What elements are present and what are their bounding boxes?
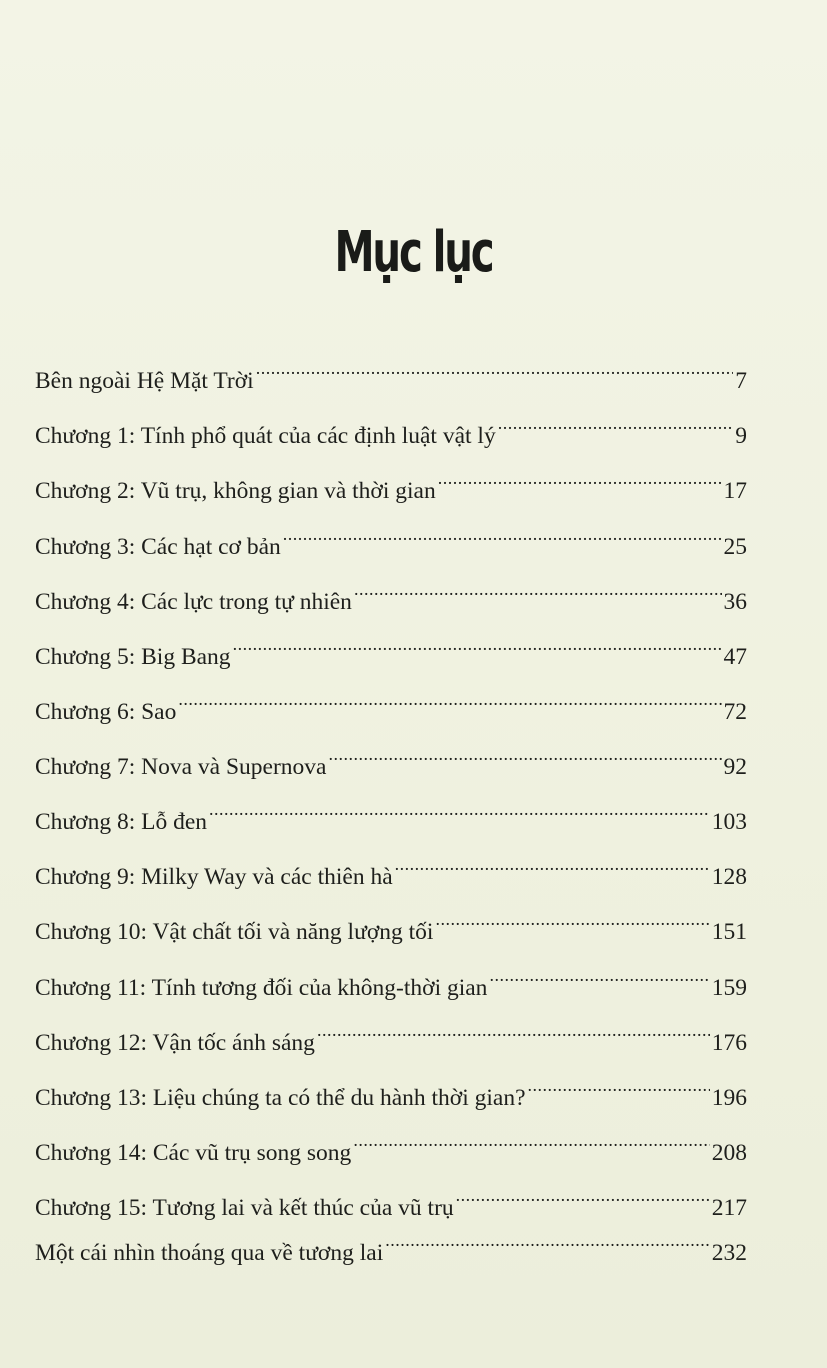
toc-entry xyxy=(35,899,747,945)
toc-leader-dots xyxy=(233,624,722,664)
toc-leader-dots xyxy=(456,1175,710,1215)
toc-leader-dots xyxy=(498,403,734,443)
toc-entry-page: 217 xyxy=(711,1195,747,1221)
toc-entry-page: 208 xyxy=(711,1140,747,1166)
toc-entry-page: 17 xyxy=(723,478,747,504)
toc-entry-page: 196 xyxy=(711,1085,747,1111)
toc-entry-label: Chương 2: Vũ trụ, không gian và thời gian xyxy=(35,478,436,504)
toc-leader-dots xyxy=(489,955,709,995)
toc-entry xyxy=(35,569,747,615)
toc-entry xyxy=(35,679,747,725)
toc-entry-label: Chương 1: Tính phổ quát của các định luật vật lý xyxy=(35,423,496,449)
toc-entry-label: Bên ngoài Hệ Mặt Trời xyxy=(35,368,254,394)
toc-entry xyxy=(35,1010,747,1056)
page-title: Mục lục xyxy=(334,220,493,285)
toc-entry xyxy=(35,955,747,1001)
toc-leader-dots xyxy=(438,458,722,498)
toc-entry-page: 128 xyxy=(711,864,747,890)
toc-entry xyxy=(35,403,747,449)
toc-entry xyxy=(35,734,747,780)
toc-entry-page: 7 xyxy=(735,368,747,394)
toc-entry-label: Chương 3: Các hạt cơ bản xyxy=(35,534,281,560)
toc-leader-dots xyxy=(317,1010,710,1050)
toc-leader-dots xyxy=(256,348,734,388)
toc-entry-page: 176 xyxy=(711,1030,747,1056)
toc-entry-page: 25 xyxy=(723,534,747,560)
toc-leader-dots xyxy=(283,514,722,554)
toc-entry-page: 47 xyxy=(723,644,747,670)
toc-entry-label: Chương 11: Tính tương đối của không-thời gian xyxy=(35,975,488,1001)
toc-entry xyxy=(35,1175,747,1221)
toc-entry-label: Chương 4: Các lực trong tự nhiên xyxy=(35,589,352,615)
toc-entry-label: Chương 10: Vật chất tối và năng lượng tối xyxy=(35,919,434,945)
toc-leader-dots xyxy=(209,789,710,829)
toc-leader-dots xyxy=(354,569,722,609)
toc-entry-page: 72 xyxy=(723,699,747,725)
toc-leader-dots xyxy=(178,679,721,719)
toc-entry-page: 159 xyxy=(711,975,747,1001)
toc-entry-label: Chương 13: Liệu chúng ta có thể du hành thời gian? xyxy=(35,1085,526,1111)
toc-entry xyxy=(35,624,747,670)
toc-entry xyxy=(35,514,747,560)
toc-entry-label: Chương 9: Milky Way và các thiên hà xyxy=(35,864,393,890)
toc-leader-dots xyxy=(328,734,721,774)
toc-entry xyxy=(35,1220,747,1266)
toc-entry xyxy=(35,1120,747,1166)
toc-entry-label: Chương 7: Nova và Supernova xyxy=(35,754,327,780)
toc-leader-dots xyxy=(353,1120,709,1160)
toc-entry-page: 9 xyxy=(735,423,747,449)
toc-entry-label: Chương 8: Lỗ đen xyxy=(35,809,208,835)
toc-entry-label: Chương 6: Sao xyxy=(35,699,177,725)
toc-entry-page: 232 xyxy=(711,1240,747,1266)
toc-entry-page: 36 xyxy=(723,589,747,615)
toc-entry-label: Chương 15: Tương lai và kết thúc của vũ trụ xyxy=(35,1195,454,1221)
toc-entry-page: 151 xyxy=(711,919,747,945)
toc-entry xyxy=(35,1065,747,1111)
toc-entry-label: Chương 14: Các vũ trụ song song xyxy=(35,1140,352,1166)
toc-leader-dots xyxy=(395,844,710,884)
toc-leader-dots xyxy=(385,1220,710,1260)
toc-entry xyxy=(35,458,747,504)
toc-entry-label: Chương 5: Big Bang xyxy=(35,644,231,670)
toc-leader-dots xyxy=(528,1065,710,1105)
toc-entry xyxy=(35,348,747,394)
toc-entry-label: Chương 12: Vận tốc ánh sáng xyxy=(35,1030,315,1056)
toc-entry xyxy=(35,844,747,890)
toc-entry xyxy=(35,789,747,835)
toc-entry-label: Một cái nhìn thoáng qua về tương lai xyxy=(35,1240,384,1266)
toc-leader-dots xyxy=(435,899,709,939)
toc-entry-page: 92 xyxy=(723,754,747,780)
toc-entry-page: 103 xyxy=(711,809,747,835)
